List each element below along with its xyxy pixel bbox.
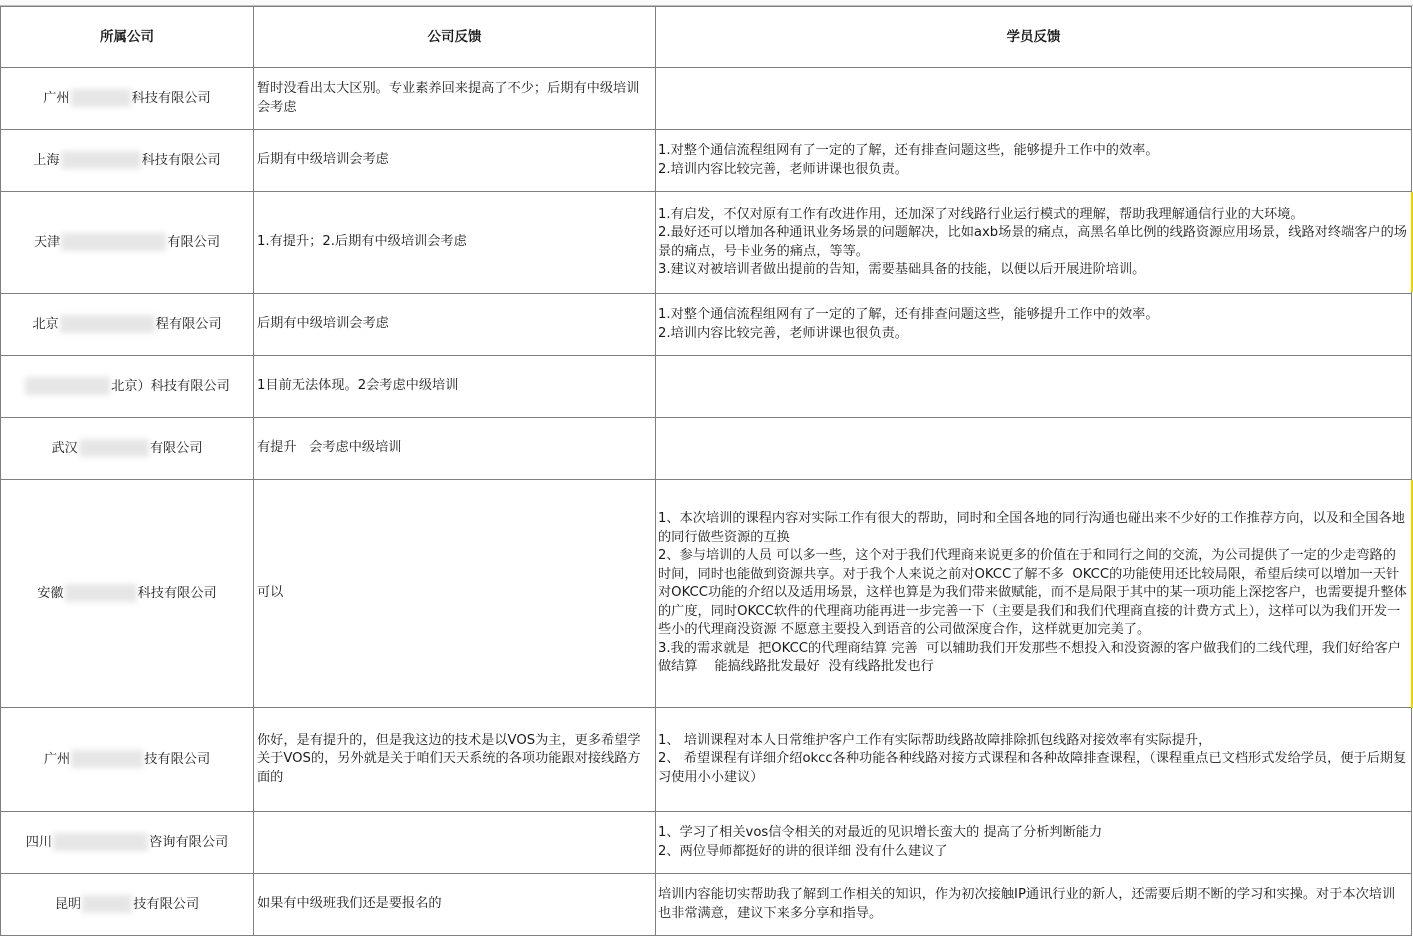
company-feedback-text: 1.有提升；2.后期有中级培训会考虑 bbox=[257, 234, 467, 250]
student-feedback-item: 3.建议对被培训者做出提前的告知，需要基础具备的技能，以便以后开展进阶培训。 bbox=[658, 262, 1146, 277]
company-name-suffix: 有限公司 bbox=[167, 234, 221, 250]
redaction-blur bbox=[61, 151, 141, 169]
company-feedback-cell[interactable] bbox=[254, 418, 656, 480]
student-feedback-item: 2、 希望课程有详细介绍okcc各种功能各种线路对接方式课程和各种故障排查课程，（课程重点已文档形式发给学员，便于后期复习使用小小建议） bbox=[658, 751, 1407, 785]
student-feedback-cell[interactable] bbox=[656, 130, 1412, 192]
table-row bbox=[1, 130, 1412, 192]
company-name-prefix: 广州 bbox=[43, 751, 71, 767]
company-feedback-cell[interactable] bbox=[254, 480, 656, 708]
company-name-suffix: 有限公司 bbox=[149, 440, 203, 456]
table-row bbox=[1, 294, 1412, 356]
company-name-prefix: 北京 bbox=[32, 316, 59, 332]
company-feedback-cell[interactable] bbox=[254, 294, 656, 356]
feedback-table bbox=[0, 6, 1412, 936]
student-feedback-item: 1、学习了相关vos信令相关的对最近的见识增长蛮大的 提高了分析判断能力 bbox=[658, 825, 1103, 840]
company-feedback-text: 你好，是有提升的，但是我这边的技术是以VOS为主，更多希望学关于VOS的，另外就是关于咱们天天系统的各项功能跟对接线路方面的 bbox=[257, 732, 641, 785]
company-name-prefix: 广州 bbox=[43, 90, 70, 106]
company-name-suffix: 科技有限公司 bbox=[137, 585, 217, 601]
student-feedback-item: 1.有启发，不仅对原有工作有改进作用，还加深了对线路行业运行模式的理解，帮助我理解通信行业的大环境。 bbox=[658, 206, 1304, 222]
student-feedback-cell[interactable] bbox=[656, 68, 1412, 130]
company-cell[interactable] bbox=[1, 294, 254, 356]
table-row bbox=[1, 708, 1412, 812]
company-cell[interactable] bbox=[1, 874, 254, 936]
student-feedback-item: 2.培训内容比较完善，老师讲课也很负责。 bbox=[658, 325, 908, 341]
company-name-prefix: 武汉 bbox=[51, 440, 78, 456]
company-name-suffix: 科技有限公司 bbox=[131, 90, 211, 106]
redaction-blur bbox=[61, 233, 166, 251]
student-feedback-item: 3.我的需求就是 把OKCC的代理商结算 完善 可以辅助我们开发那些不想投入和没资源的客户做我们的二线代理，我们好给客户做结算 能搞线路批发最好 没有线路批发也行 bbox=[658, 640, 1401, 675]
company-feedback-text: 暂时没看出太大区别。专业素养回来提高了不少；后期有中级培训会考虑 bbox=[257, 81, 640, 115]
company-feedback-cell[interactable] bbox=[254, 192, 656, 294]
redaction-blur bbox=[25, 377, 110, 395]
student-feedback-cell[interactable] bbox=[656, 874, 1412, 936]
table-row bbox=[1, 812, 1412, 874]
company-name-suffix: 技有限公司 bbox=[144, 751, 211, 767]
table-row bbox=[1, 68, 1412, 130]
company-feedback-text: 后期有中级培训会考虑 bbox=[257, 316, 389, 332]
company-name-suffix: 技有限公司 bbox=[133, 896, 200, 912]
student-feedback-item: 1、本次培训的课程内容对实际工作有很大的帮助，同时和全国各地的同行沟通也碰出来不少好的工作推荐方向，以及和全国各地的同行做些资源的互换 bbox=[658, 511, 1405, 545]
student-feedback-cell[interactable] bbox=[656, 480, 1412, 708]
company-name-suffix: 北京）科技有限公司 bbox=[111, 378, 230, 394]
table-row bbox=[1, 356, 1412, 418]
company-name-suffix: 咨询有限公司 bbox=[149, 834, 229, 850]
company-cell[interactable] bbox=[1, 192, 254, 294]
redaction-blur bbox=[71, 750, 143, 768]
student-feedback-item: 2.培训内容比较完善，老师讲课也很负责。 bbox=[658, 161, 908, 177]
student-feedback-item: 2、参与培训的人员 可以多一些，这个对于我们代理商来说更多的价值在于和同行之间的交流，为公司提供了一定的少走弯路的时间，同时也能做到资源共享。对于我个人来说之前对OKCC了解不多 OKCC的功能使用还比较局限，希望后续可以增加一天针对OKCC功能的介绍以及适用场景，这样也算是为我们带来做赋能，而不是局限于其中的某一项功能上深挖客户，也需要提升整体的广度，同时OKCC软件的代理商功能再进一步完善一下（主要是我们和我们代理商直接的计费方式上），这样可以为我们开发一些小的代理商没资源 不愿意主要投入到语音的公司做深度合作，这样就更加完美了。 bbox=[658, 548, 1407, 638]
company-feedback-cell[interactable] bbox=[254, 874, 656, 936]
student-feedback-cell[interactable] bbox=[656, 192, 1412, 294]
student-feedback-item: 培训内容能切实帮助我了解到工作相关的知识，作为初次接触IP通讯行业的新人，还需要后期不断的学习和实操。对于本次培训也非常满意，建议下来多分享和指导。 bbox=[658, 887, 1396, 921]
student-feedback-cell[interactable] bbox=[656, 356, 1412, 418]
company-feedback-text: 后期有中级培训会考虑 bbox=[257, 152, 389, 168]
company-feedback-text: 1目前无法体现。2会考虑中级培训 bbox=[257, 378, 459, 394]
student-feedback-item: 1、 培训课程对本人日常维护客户工作有实际帮助线路故障排除抓包线路对接效率有实际提升， bbox=[658, 732, 1212, 748]
company-name-prefix: 四川 bbox=[25, 834, 53, 850]
header-row bbox=[1, 7, 1412, 68]
company-name-prefix: 昆明 bbox=[54, 896, 82, 912]
company-feedback-cell[interactable] bbox=[254, 130, 656, 192]
company-cell[interactable] bbox=[1, 418, 254, 480]
student-feedback-item: 1.对整个通信流程组网有了一定的了解，还有排查问题这些，能够提升工作中的效率。 bbox=[658, 307, 1159, 322]
table-row bbox=[1, 192, 1412, 294]
company-name-prefix: 上海 bbox=[33, 152, 60, 168]
table-row bbox=[1, 418, 1412, 480]
company-feedback-cell[interactable] bbox=[254, 356, 656, 418]
company-feedback-cell[interactable] bbox=[254, 68, 656, 130]
student-feedback-item: 2.最好还可以增加各种通讯业务场景的问题解决，比如axb场景的痛点，高黑名单比例的线路资源应用场景，线路对终端客户的场景的痛点，号卡业务的痛点，等等。 bbox=[658, 225, 1407, 259]
company-cell[interactable] bbox=[1, 812, 254, 874]
redaction-blur bbox=[79, 439, 149, 457]
student-feedback-cell[interactable] bbox=[656, 294, 1412, 356]
redaction-blur bbox=[60, 315, 155, 333]
header-company[interactable]: 所属公司 bbox=[1, 7, 254, 68]
table-row bbox=[1, 480, 1412, 708]
student-feedback-cell[interactable] bbox=[656, 812, 1412, 874]
redaction-blur bbox=[53, 833, 148, 851]
student-feedback-item: 1.对整个通信流程组网有了一定的了解，还有排查问题这些，能够提升工作中的效率。 bbox=[658, 143, 1159, 158]
company-cell[interactable] bbox=[1, 130, 254, 192]
company-name-suffix: 程有限公司 bbox=[155, 316, 222, 332]
company-feedback-text: 有提升 会考虑中级培训 bbox=[257, 440, 402, 456]
company-feedback-cell[interactable] bbox=[254, 708, 656, 812]
company-name-suffix: 科技有限公司 bbox=[141, 152, 221, 168]
student-feedback-item: 2、两位导师都挺好的讲的很详细 没有什么建议了 bbox=[658, 843, 948, 859]
company-cell[interactable] bbox=[1, 356, 254, 418]
header-student-feedback[interactable]: 学员反馈 bbox=[656, 7, 1412, 68]
company-feedback-text: 如果有中级班我们还是要报名的 bbox=[257, 896, 442, 912]
student-feedback-cell[interactable] bbox=[656, 418, 1412, 480]
table-row bbox=[1, 874, 1412, 936]
redaction-blur bbox=[65, 584, 137, 602]
redaction-blur bbox=[71, 89, 131, 107]
company-name-prefix: 安徽 bbox=[37, 585, 64, 601]
student-feedback-cell[interactable] bbox=[656, 708, 1412, 812]
redaction-blur bbox=[82, 895, 132, 913]
company-cell[interactable] bbox=[1, 480, 254, 708]
company-name-prefix: 天津 bbox=[33, 234, 61, 250]
header-company-feedback[interactable]: 公司反馈 bbox=[254, 7, 656, 68]
company-cell[interactable] bbox=[1, 708, 254, 812]
company-feedback-cell[interactable] bbox=[254, 812, 656, 874]
company-cell[interactable] bbox=[1, 68, 254, 130]
company-feedback-text: 可以 bbox=[257, 585, 284, 601]
